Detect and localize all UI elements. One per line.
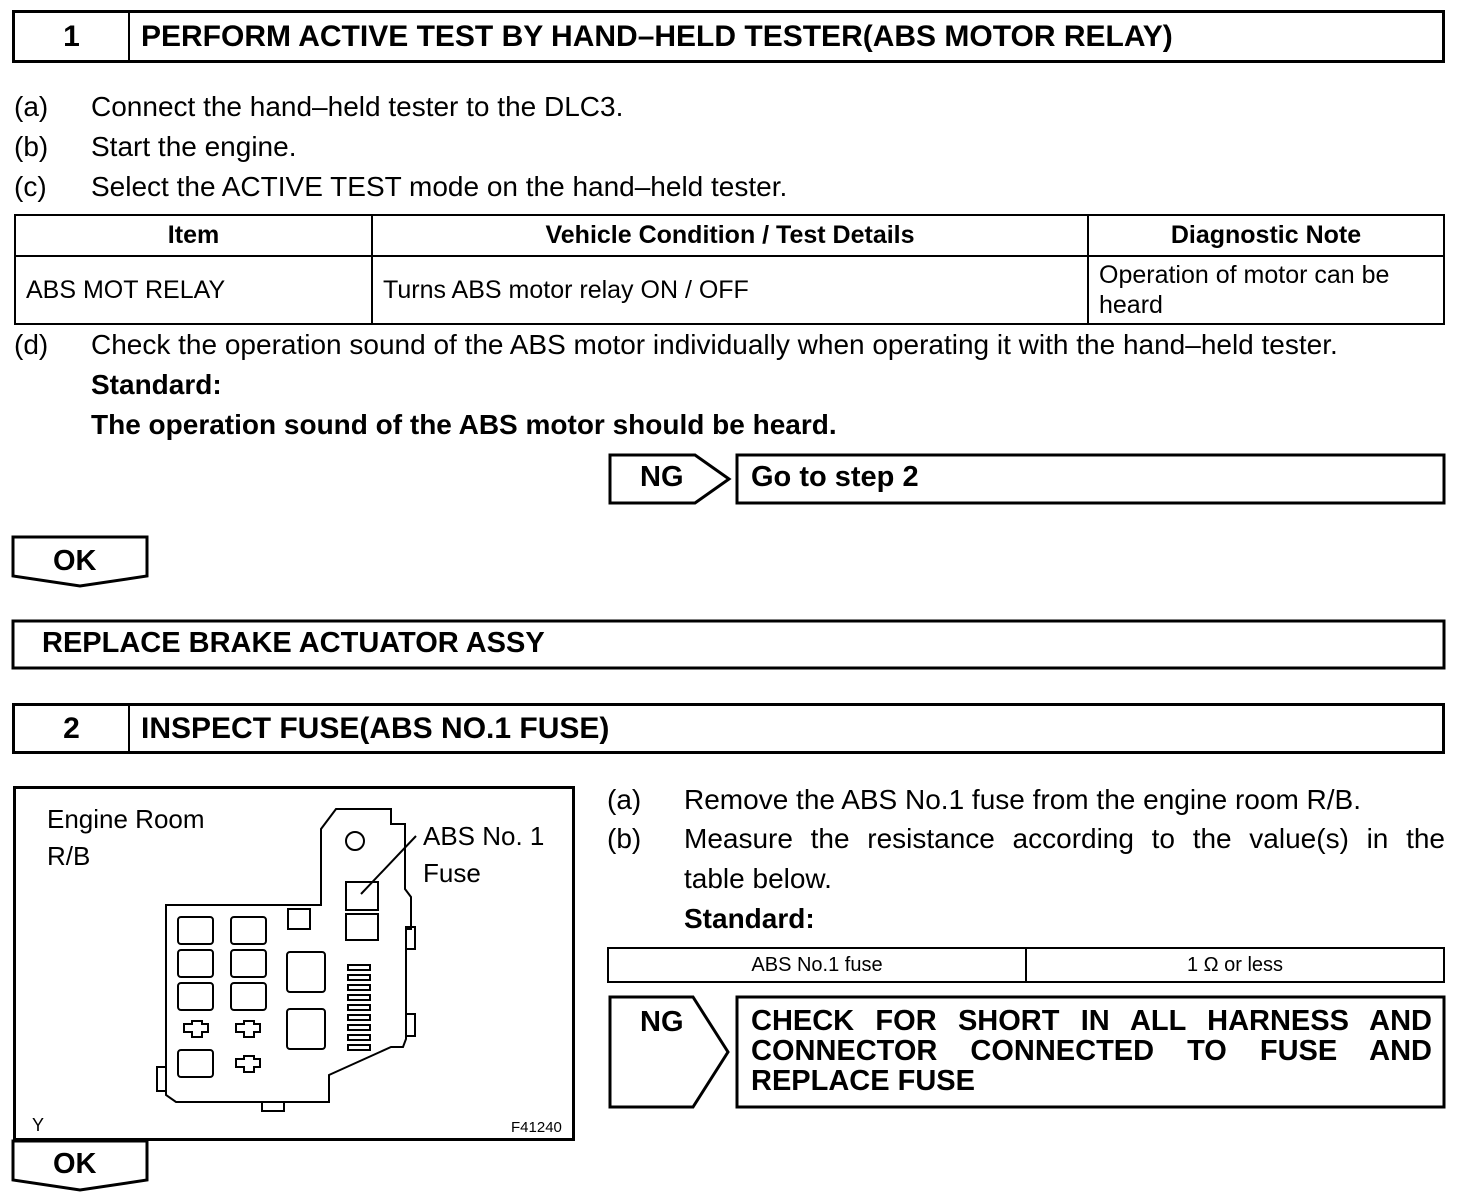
step2-instruction-b-label: (b) <box>607 823 642 854</box>
step1-instruction-d: Check the operation sound of the ABS motor individually when operating it with the hand–held tester. <box>91 329 1338 360</box>
step2-title: INSPECT FUSE(ABS NO.1 FUSE) <box>141 711 610 745</box>
step1-ok-label: OK <box>53 545 97 577</box>
step2-instruction-b: Measure the resistance according to the value(s) in the <box>684 823 1445 854</box>
step1-instruction-b: Start the engine. <box>91 131 297 162</box>
step1-ng-label: NG <box>640 461 684 493</box>
step1-instruction-c: Select the ACTIVE TEST mode on the hand–held tester. <box>91 171 788 202</box>
resistance-table <box>607 947 1445 983</box>
diagram-figure-code: F41240 <box>511 1119 562 1136</box>
step2-instruction-a-label: (a) <box>607 784 642 815</box>
step1-standard-label: Standard: <box>91 369 222 400</box>
table-cell-item: ABS MOT RELAY <box>15 256 372 324</box>
step1-instruction-c-label: (c) <box>14 171 47 202</box>
diagram-label-abs-no1: ABS No. 1 <box>423 821 545 851</box>
step2-ng-action-line-2: CONNECTOR CONNECTED TO FUSE AND <box>751 1035 1432 1067</box>
step1-instruction-b-label: (b) <box>14 131 49 162</box>
step1-ng-action: Go to step 2 <box>751 461 919 493</box>
step1-standard-text: The operation sound of the ABS motor should be heard. <box>91 409 837 440</box>
step1-title: PERFORM ACTIVE TEST BY HAND–HELD TESTER(ABS MOTOR RELAY) <box>141 19 1173 53</box>
diagram-corner-label: Y <box>32 1115 45 1135</box>
step1-result: REPLACE BRAKE ACTUATOR ASSY <box>42 627 545 659</box>
table-cell-note: Operation of motor can be heard <box>1088 256 1444 324</box>
step2-ok-label: OK <box>53 1148 97 1180</box>
step2-header <box>12 703 1445 754</box>
step1-instruction-d-label: (d) <box>14 329 49 360</box>
step1-instruction-a-label: (a) <box>14 91 49 122</box>
table-cell-value: 1 Ω or less <box>1026 948 1444 982</box>
table-header-note: Diagnostic Note <box>1088 215 1444 256</box>
step2-ng-action-line-1: CHECK FOR SHORT IN ALL HARNESS AND <box>751 1005 1432 1037</box>
table-header-item: Item <box>15 215 372 256</box>
step2-number: 2 <box>15 706 130 751</box>
table-header-condition: Vehicle Condition / Test Details <box>372 215 1088 256</box>
table-row <box>608 948 1444 982</box>
step1-number: 1 <box>15 13 130 60</box>
diagram-label-engine-room: Engine Room <box>47 804 205 834</box>
table-cell-fuse: ABS No.1 fuse <box>608 948 1026 982</box>
diagram-label-fuse: Fuse <box>423 858 481 888</box>
step1-instruction-a: Connect the hand–held tester to the DLC3. <box>91 91 624 122</box>
table-cell-condition: Turns ABS motor relay ON / OFF <box>372 256 1088 324</box>
step2-ng-label: NG <box>640 1006 684 1038</box>
step2-instruction-a: Remove the ABS No.1 fuse from the engine room R/B. <box>684 784 1362 815</box>
step2-standard-label: Standard: <box>684 903 815 934</box>
step2-ng-action-line-3: REPLACE FUSE <box>751 1065 975 1097</box>
fuse-diagram <box>13 786 575 1141</box>
step2-instruction-b-cont: table below. <box>684 863 832 894</box>
diagram-label-rb: R/B <box>47 841 91 871</box>
